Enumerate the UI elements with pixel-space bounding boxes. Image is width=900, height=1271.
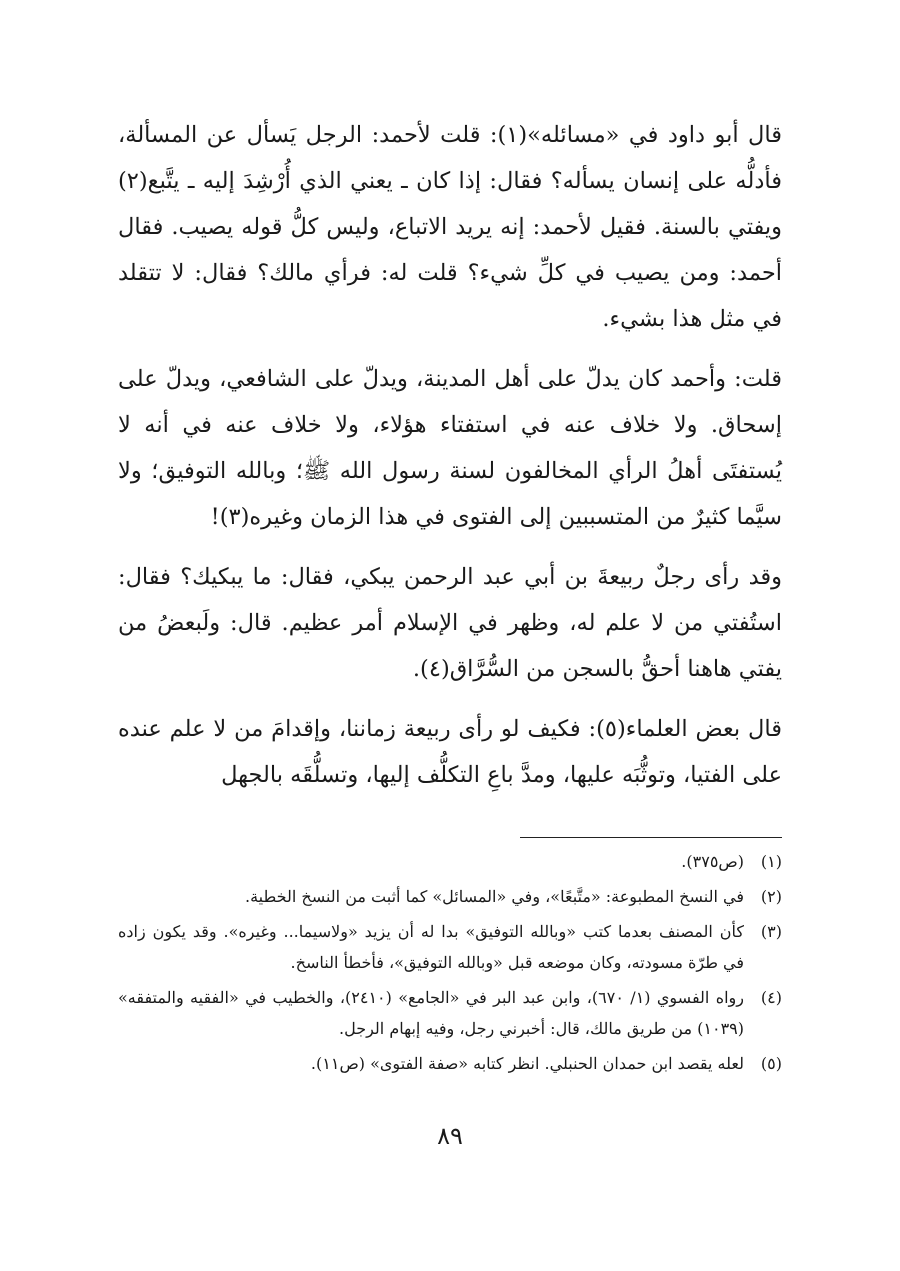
- paragraph-3: وقد رأى رجلٌ ربيعةَ بن أبي عبد الرحمن يبكي، فقال: ما يبكيك؟ فقال: استُفتي من لا علم له، وظهر في الإسلام أمر عظيم. قال: ولَبعضُ من يفتي هاهنا أحقُّ بالسجن من السُّرَّاق(٤).: [118, 564, 782, 682]
- footnote-text: رواه الفسوي (١/ ٦٧٠)، وابن عبد البر في «الجامع» (٢٤١٠)، والخطيب في «الفقيه والمتفقه» (١٠٣٩) من طريق مالك، قال: أخبرني رجل، وفيه إبهام الرجل.: [118, 988, 744, 1038]
- page-number: ٨٩: [437, 1122, 463, 1150]
- footnote-number: (٥): [760, 1054, 782, 1073]
- footnote-text: (ص٣٧٥).: [681, 852, 744, 871]
- footnotes: [118, 846, 782, 1083]
- footnote: [118, 881, 782, 912]
- footnote-text: لعله يقصد ابن حمدان الحنبلي. انظر كتابه «صفة الفتوى» (ص١١).: [310, 1054, 744, 1073]
- footnote: [118, 916, 782, 978]
- main-text: [118, 112, 782, 812]
- footnote: [118, 1048, 782, 1079]
- footnote: [118, 846, 782, 877]
- footnote-separator: [520, 837, 782, 838]
- footnote: [118, 982, 782, 1044]
- footnote-text: كأن المصنف بعدما كتب «وبالله التوفيق» بدا له أن يزيد «ولاسيما... وغيره». وقد يكون زاده في طرّة مسودته، وكان موضعه قبل «وبالله التوفيق»، فأخطأ الناسخ.: [118, 922, 744, 972]
- footnote-number: (١): [760, 852, 782, 871]
- paragraph-2: قلت: وأحمد كان يدلّ على أهل المدينة، ويدلّ على الشافعي، ويدلّ على إسحاق. ولا خلاف عنه في استفتاء هؤلاء، ولا خلاف عنه في أنه لا يُستفتَى أهلُ الرأي المخالفون لسنة رسول الله ﷺ؛ وبالله التوفيق؛ ولا سيَّما كثيرٌ من المتسببين إلى الفتوى في هذا الزمان وغيره(٣)!: [118, 366, 782, 530]
- paragraph-4: قال بعض العلماء(٥): فكيف لو رأى ربيعة زماننا، وإقدامَ من لا علم عنده على الفتيا، وتوثُّبَه عليها، ومدَّ باعِ التكلُّف إليها، وتسلُّقَه بالجهل: [118, 716, 783, 788]
- footnote-text: في النسخ المطبوعة: «متَّبعًا»، وفي «المسائل» كما أثبت من النسخ الخطية.: [245, 887, 744, 906]
- footnote-number: (٢): [760, 887, 782, 906]
- footnote-number: (٤): [760, 988, 782, 1007]
- footnote-number: (٣): [760, 922, 782, 941]
- paragraph-1: قال أبو داود في «مسائله»(١): قلت لأحمد: الرجل يَسأل عن المسألة، فأدلُّه على إنسان يسأله؟ فقال: إذا كان ـ يعني الذي أُرْشِدَ إليه ـ يتَّبع(٢) ويفتي بالسنة. فقيل لأحمد: إنه يريد الاتباع، وليس كلُّ قوله يصيب. فقال أحمد: ومن يصيب في كلِّ شيء؟ قلت له: فرأي مالك؟ فقال: لا تتقلد في مثل هذا بشيء.: [118, 122, 782, 332]
